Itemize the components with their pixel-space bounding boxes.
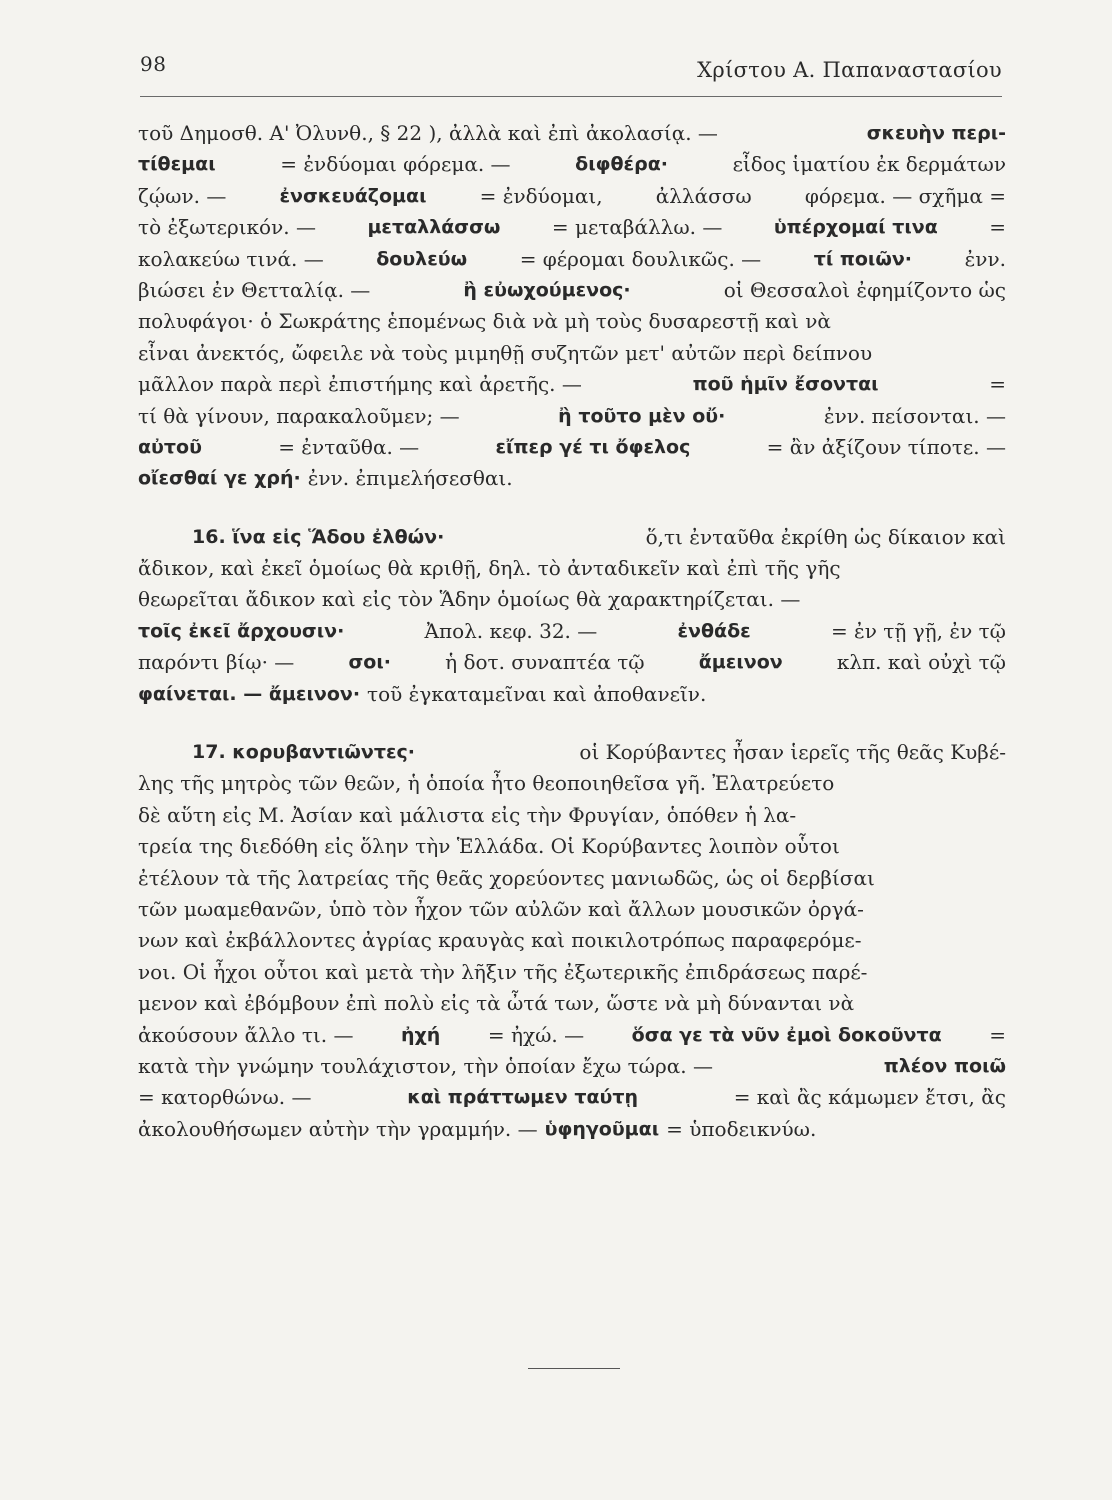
lemma-term: φαίνεται. — ἄμεινον· (138, 682, 361, 705)
text-line (138, 800, 1006, 831)
gloss-text: ἀκολουθήσωμεν αὐτὴν τὴν γραμμήν. — (138, 1116, 538, 1141)
lemma-term: ὑπέρχομαί τινα (773, 216, 938, 239)
text-line (138, 338, 1006, 369)
gloss-text: νων καὶ ἐκβάλλοντες ἀγρίας κραυγὰς καὶ ποικιλοτρόπως παραφερόμε- (138, 928, 862, 953)
gloss-text: = ἠχώ. — (487, 1022, 585, 1047)
gloss-text: = (989, 215, 1006, 240)
gloss-text: βιώσει ἐν Θετταλίᾳ. — (138, 277, 371, 302)
text-line (138, 118, 1006, 149)
gloss-text: πολυφάγοι· ὁ Σωκράτης ἑπομένως διὰ νὰ μὴ τοὺς δυσαρεστῇ καὶ νὰ (138, 309, 831, 334)
gloss-text: κλπ. καὶ οὐχὶ τῷ (836, 650, 1006, 675)
lemma-term: ἐνσκευάζομαι (279, 184, 427, 207)
lemma-term: διφθέρα· (575, 153, 668, 176)
text-line (138, 584, 1006, 615)
gloss-text: λης τῆς μητρὸς τῶν θεῶν, ἡ ὁποία ἦτο θεοποιηθεῖσα γῆ. Ἐλατρεύετο (138, 771, 835, 796)
gloss-text: νοι. Οἱ ἦχοι οὗτοι καὶ μετὰ τὴν λῆξιν τῆς ἐξωτερικῆς ἐπιδράσεως παρέ- (138, 959, 868, 984)
gloss-text: Ἀπολ. κεφ. 32. — (424, 618, 598, 643)
lemma-term: ὑφηγοῦμαι (544, 1117, 660, 1140)
lemma-term: ποῦ ἡμῖν ἔσονται (692, 373, 879, 396)
text-line (138, 149, 1006, 180)
text-line (138, 1020, 1006, 1051)
text-line (138, 1114, 1006, 1145)
page-number: 98 (140, 52, 167, 76)
gloss-text: = ἐν τῇ γῇ, ἐν τῷ (830, 618, 1006, 643)
text-line (138, 181, 1006, 212)
gloss-text: = ὑποδεικνύω. (666, 1116, 817, 1141)
paragraph-gap (138, 710, 1006, 737)
lemma-term: εἴπερ γέ τι ὄφελος (495, 435, 691, 458)
text-line (138, 212, 1006, 243)
lemma-term: τοῖς ἐκεῖ ἄρχουσιν· (138, 619, 345, 642)
gloss-text: = καὶ ἂς κάμωμεν ἔτσι, ἂς (733, 1085, 1006, 1110)
gloss-text: = φέρομαι δουλικῶς. — (519, 246, 762, 271)
gloss-text: οἱ Κορύβαντες ἦσαν ἱερεῖς τῆς θεᾶς Κυβέ- (579, 740, 1006, 765)
text-line (138, 988, 1006, 1019)
text-line (138, 737, 1006, 768)
commentary-text (138, 118, 1006, 1145)
gloss-text: ἐνν. (964, 246, 1006, 271)
lemma-term: σκευὴν περι- (866, 122, 1006, 144)
gloss-text: θεωρεῖται ἄδικον καὶ εἰς τὸν Ἅδην ὁμοίως θὰ χαρακτηρίζεται. — (138, 587, 801, 612)
text-line (138, 957, 1006, 988)
gloss-text: ἀκούσουν ἄλλο τι. — (138, 1022, 354, 1047)
gloss-text: = μεταβάλλω. — (551, 215, 723, 240)
text-line (138, 401, 1006, 432)
gloss-text: ἐτέλουν τὰ τῆς λατρείας τῆς θεᾶς χορεύοντες μανιωδῶς, ὡς οἱ δερβίσαι (138, 865, 875, 890)
gloss-text: ἡ δοτ. συναπτέα τῷ (445, 650, 645, 675)
text-line (138, 463, 1006, 494)
gloss-text: = (989, 372, 1006, 397)
text-line (138, 894, 1006, 925)
gloss-text: = κατορθώνω. — (138, 1085, 312, 1110)
text-line (138, 369, 1006, 400)
gloss-text: ἀλλάσσω (655, 183, 752, 208)
gloss-text: μενον καὶ ἐβόμβουν ἐπὶ πολὺ εἰς τὰ ὦτά των, ὥστε νὰ μὴ δύνανται νὰ (138, 991, 855, 1016)
lemma-term: ἄμεινον (698, 651, 783, 674)
gloss-text: τί θὰ γίνουν, παρακαλοῦμεν; — (138, 403, 460, 428)
gloss-text: ὅ,τι ἐνταῦθα ἐκρίθη ὡς δίκαιον καὶ (645, 524, 1006, 549)
text-line (138, 1082, 1006, 1113)
gloss-text: φόρεμα. — σχῆμα = (804, 183, 1006, 208)
page-header (140, 52, 1002, 97)
lemma-term: 16. ἵνα εἰς Ἅδου ἐλθών· (192, 525, 445, 548)
gloss-text: οἱ Θεσσαλοὶ ἐφημίζοντο ὡς (723, 277, 1006, 302)
lemma-term: καὶ πράττωμεν ταύτῃ (407, 1086, 638, 1109)
gloss-text: εἶναι ἀνεκτός, ὤφειλε νὰ τοὺς μιμηθῇ συζητῶν μετ' αὐτῶν περὶ δείπνου (138, 340, 873, 365)
gloss-text: τρεία της διεδόθη εἰς ὅλην τὴν Ἑλλάδα. Οἱ Κορύβαντες λοιπὸν οὗτοι (138, 834, 840, 859)
gloss-text: κατὰ τὴν γνώμην τουλάχιστον, τὴν ὁποίαν ἔχω τώρα. — (138, 1053, 713, 1078)
text-line (138, 616, 1006, 647)
gloss-text: τὸ ἐξωτερικόν. — (138, 215, 316, 240)
running-head: Χρίστου Α. Παπαναστασίου (697, 58, 1002, 82)
text-line (138, 244, 1006, 275)
gloss-text: δὲ αὕτη εἰς Μ. Ἀσίαν καὶ μάλιστα εἰς τὴν Φρυγίαν, ὁπόθεν ἡ λα- (138, 802, 797, 827)
lemma-term: σοι· (348, 651, 391, 674)
text-line (138, 432, 1006, 463)
gloss-text: μᾶλλον παρὰ περὶ ἐπιστήμης καὶ ἀρετῆς. — (138, 372, 582, 397)
text-line (138, 679, 1006, 710)
lemma-term: ἢ εὐωχούμενος· (463, 278, 631, 301)
lemma-term: οἴεσθαί γε χρή· (138, 467, 301, 490)
gloss-text: παρόντι βίῳ· — (138, 650, 295, 675)
text-line (138, 831, 1006, 862)
lemma-term: ὅσα γε τὰ νῦν ἐμοὶ δοκοῦντα (631, 1023, 942, 1046)
gloss-text: κολακεύω τινά. — (138, 246, 324, 271)
gloss-text: ζῴων. — (138, 183, 227, 208)
gloss-text: ἐνν. ἐπιμελήσεσθαι. (307, 466, 513, 491)
lemma-term: τί ποιῶν· (813, 247, 913, 270)
gloss-text: τοῦ Δημοσθ. Α' Ὀλυνθ., § 22 ), ἀλλὰ καὶ ἐπὶ ἀκολασίᾳ. — (138, 121, 718, 145)
text-line (138, 768, 1006, 799)
text-line (138, 553, 1006, 584)
text-line (138, 925, 1006, 956)
gloss-text: = (989, 1022, 1006, 1047)
lemma-term: μεταλλάσσω (367, 216, 501, 239)
gloss-text: τῶν μωαμεθανῶν, ὑπὸ τὸν ἦχον τῶν αὐλῶν καὶ ἄλλων μουσικῶν ὀργά- (138, 896, 864, 921)
gloss-text: ἄδικον, καὶ ἐκεῖ ὁμοίως θὰ κριθῇ, δηλ. τὸ ἀνταδικεῖν καὶ ἐπὶ τῆς γῆς (138, 556, 841, 581)
lemma-term: τίθεμαι (138, 153, 216, 176)
gloss-text: ἐνν. πείσονται. — (823, 403, 1006, 428)
text-line (138, 275, 1006, 306)
lemma-term: δουλεύω (376, 247, 468, 270)
lemma-term: ἐνθάδε (677, 619, 751, 642)
paragraph-gap (138, 495, 1006, 522)
gloss-text: τοῦ ἐγκαταμεῖναι καὶ ἀποθανεῖν. (367, 681, 707, 706)
text-line (138, 863, 1006, 894)
end-rule (528, 1368, 620, 1369)
lemma-term: ἠχή (401, 1023, 441, 1046)
text-line (138, 306, 1006, 337)
text-line (138, 647, 1006, 678)
text-line (138, 1051, 1006, 1082)
text-line (138, 522, 1006, 553)
gloss-text: = ἐνταῦθα. — (278, 434, 420, 459)
lemma-term: πλέον ποιῶ (883, 1054, 1006, 1077)
gloss-text: = ἐνδύομαι φόρεμα. — (280, 152, 511, 177)
lemma-term: ἢ τοῦτο μὲν οὔ· (558, 404, 726, 427)
gloss-text: = ἂν ἀξίζουν τίποτε. — (766, 434, 1006, 459)
lemma-term: αὐτοῦ (138, 435, 202, 458)
gloss-text: = ἐνδύομαι, (479, 183, 603, 208)
gloss-text: εἶδος ἱματίου ἐκ δερμάτων (732, 152, 1006, 177)
lemma-term: 17. κορυβαντιῶντες· (192, 741, 416, 764)
